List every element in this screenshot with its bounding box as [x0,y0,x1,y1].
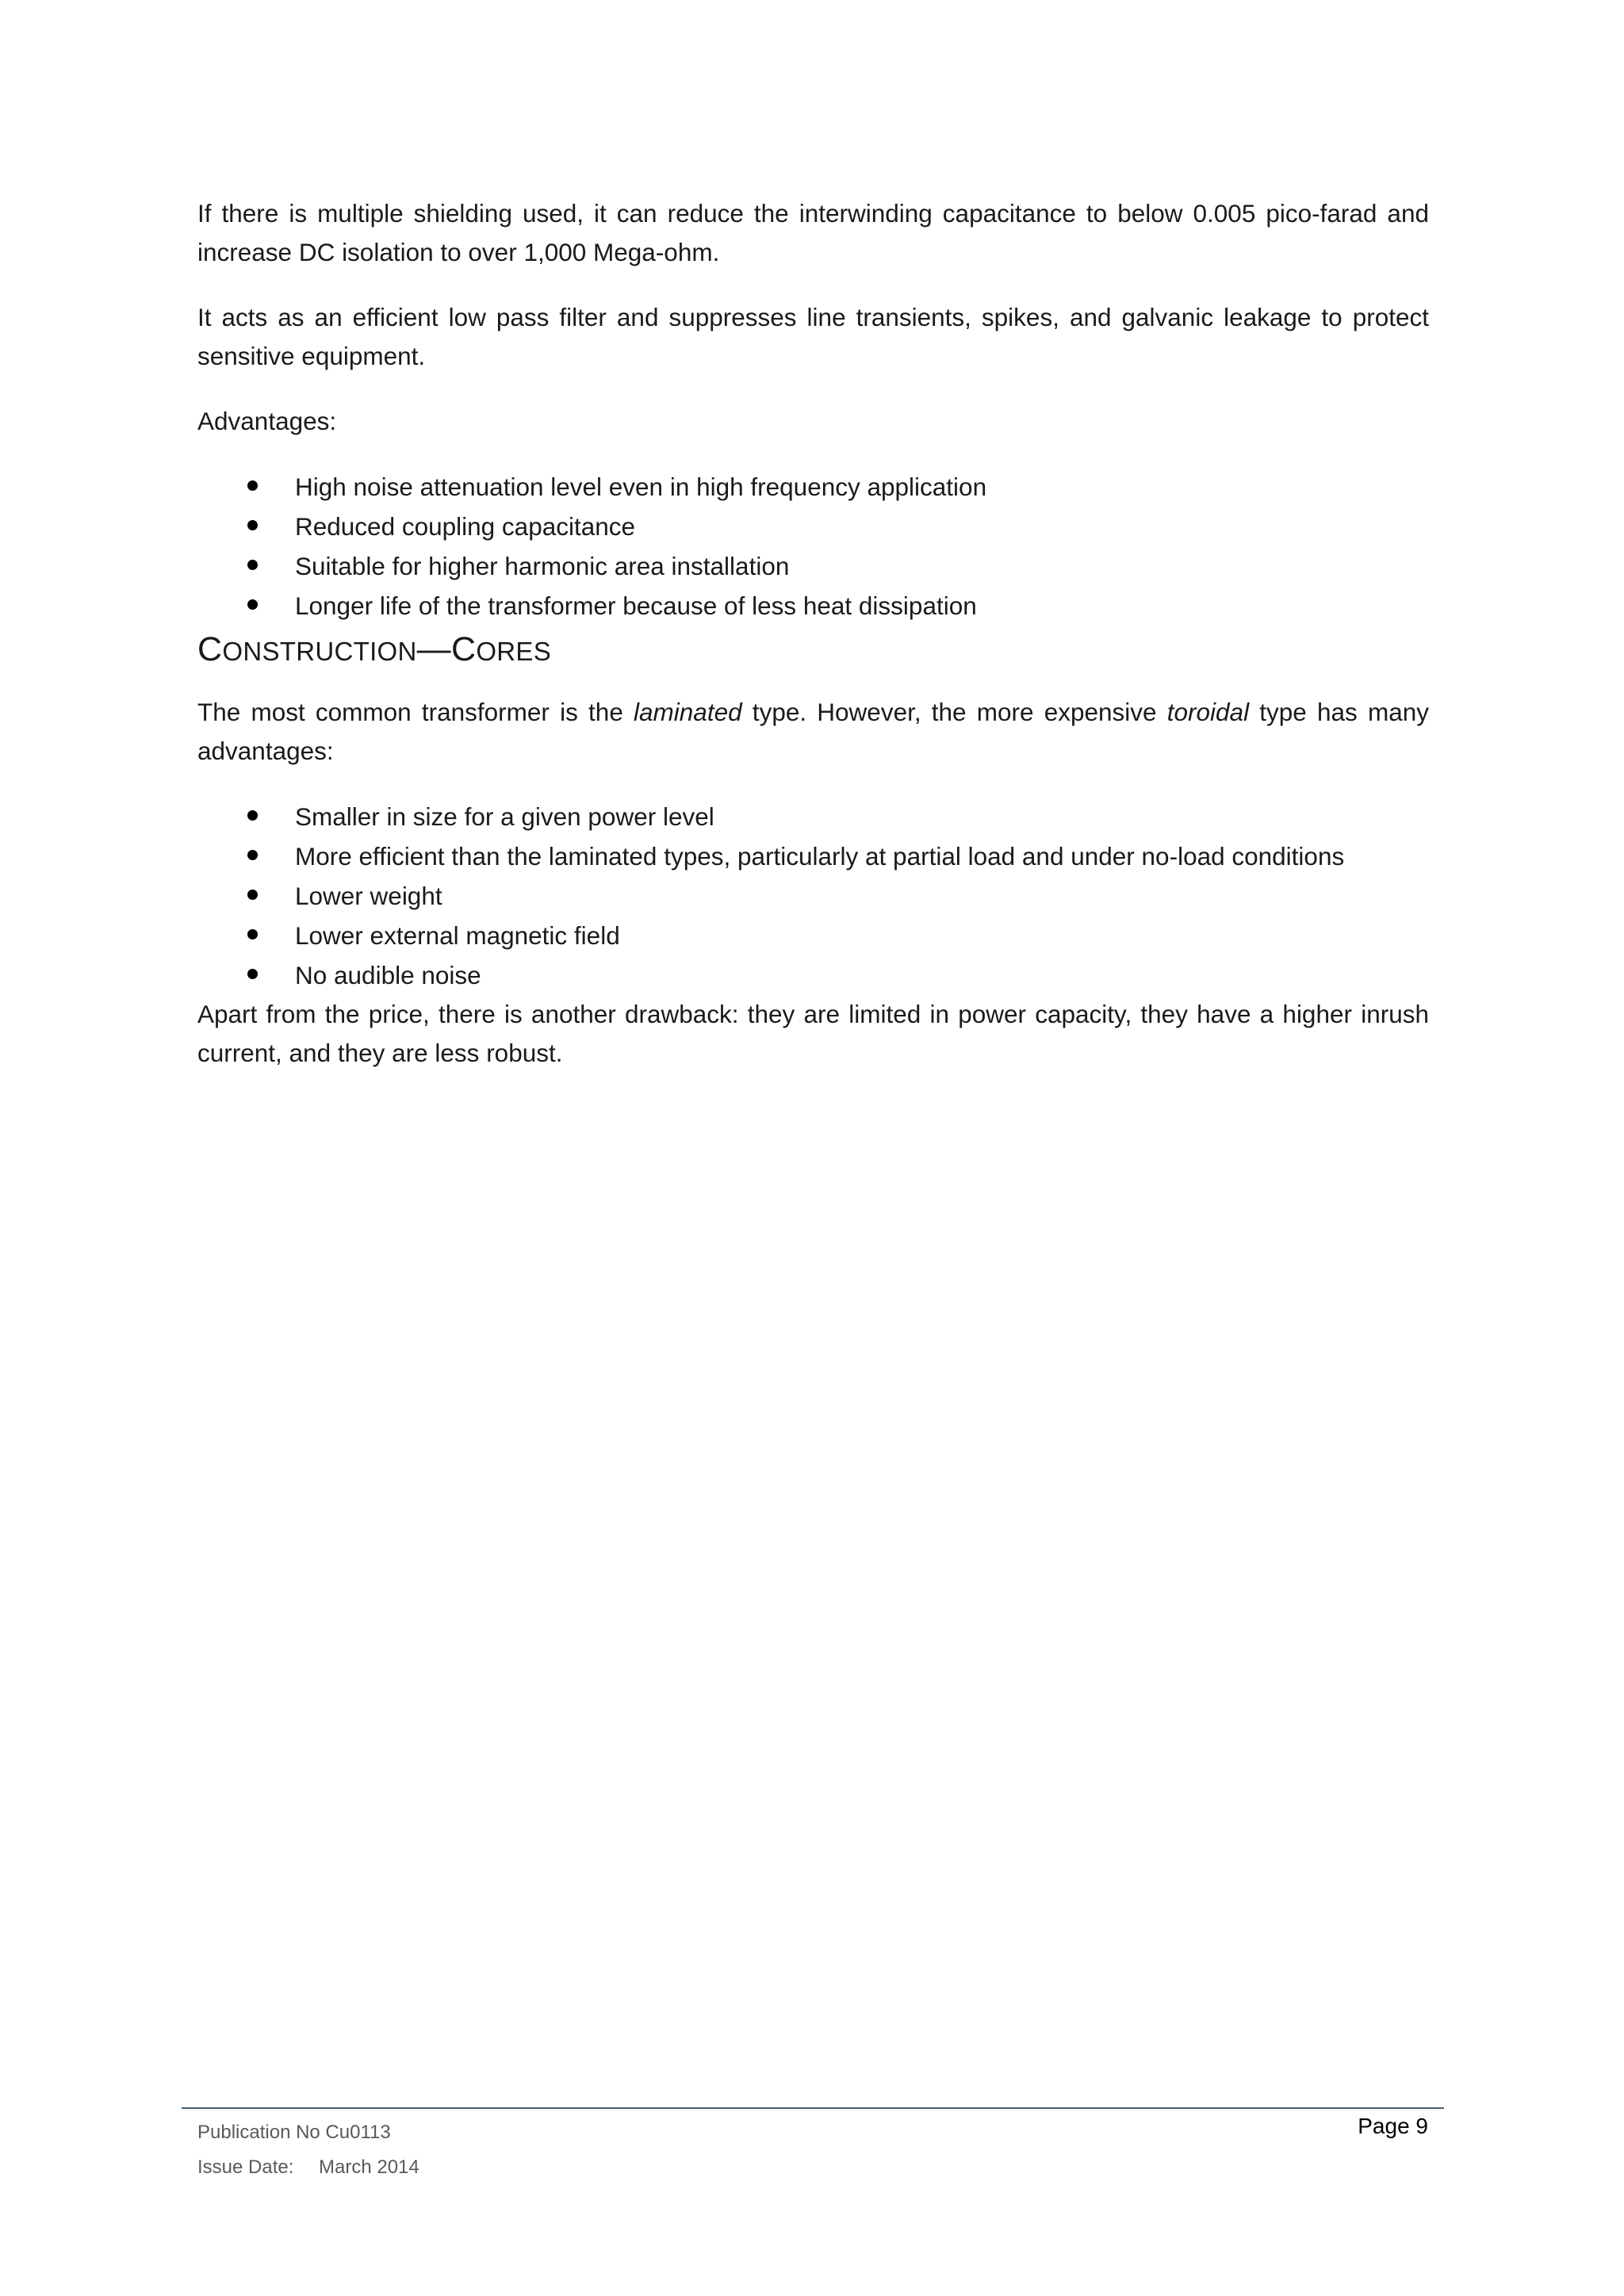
term-laminated: laminated [634,698,742,726]
bullet-icon [247,560,258,570]
paragraph-shielding: If there is multiple shielding used, it can reduce the interwinding capacitance to below 0.005 pico-farad and increase DC isolation to over 1,000 Mega-ohm. [197,199,1429,266]
term-toroidal: toroidal [1166,698,1250,726]
footer-divider [182,2107,1444,2109]
bullet-icon [247,969,258,979]
bullet-icon [247,890,258,900]
toroidal-advantages-list [197,797,1429,995]
list-item: Lower external magnetic field [197,916,1429,955]
list-item: Reduced coupling capacitance [197,507,1429,546]
bullet-icon [247,929,258,939]
advantages-list [197,467,1429,626]
list-item: Suitable for higher harmonic area installation [197,546,1429,586]
publication-number: Publication No Cu0113 [197,2122,391,2143]
list-item: Longer life of the transformer because of less heat dissipation [197,586,1429,626]
issue-date: Issue Date: March 2014 [197,2156,419,2178]
section-heading: CONSTRUCTION—CORES [197,630,552,668]
list-item: Smaller in size for a given power level [197,797,1429,836]
bullet-icon [247,850,258,860]
page-number: Page 9 [1358,2114,1428,2138]
list-item: High noise attenuation level even in high frequency application [197,467,1429,507]
advantages-label: Advantages: [197,407,337,435]
bullet-icon [247,480,258,491]
list-item: More efficient than the laminated types, particularly at partial load and under no-load conditions [197,836,1429,876]
paragraph-filter: It acts as an efficient low pass filter and suppresses line transients, spikes, and galvanic leakage to protect sensitive equipment. [197,303,1429,370]
page-content [197,194,1429,1073]
bullet-icon [247,599,258,610]
list-item: No audible noise [197,955,1429,995]
paragraph-intro: The most common transformer is the laminated type. However, the more expensive toroidal type has many advantages: [197,698,1429,765]
bullet-icon [247,520,258,530]
bullet-icon [247,810,258,821]
list-item: Lower weight [197,876,1429,916]
paragraph-closing: Apart from the price, there is another drawback: they are limited in power capacity, they have a higher inrush current, and they are less robust. [197,1000,1429,1067]
footer-info [197,2115,419,2185]
